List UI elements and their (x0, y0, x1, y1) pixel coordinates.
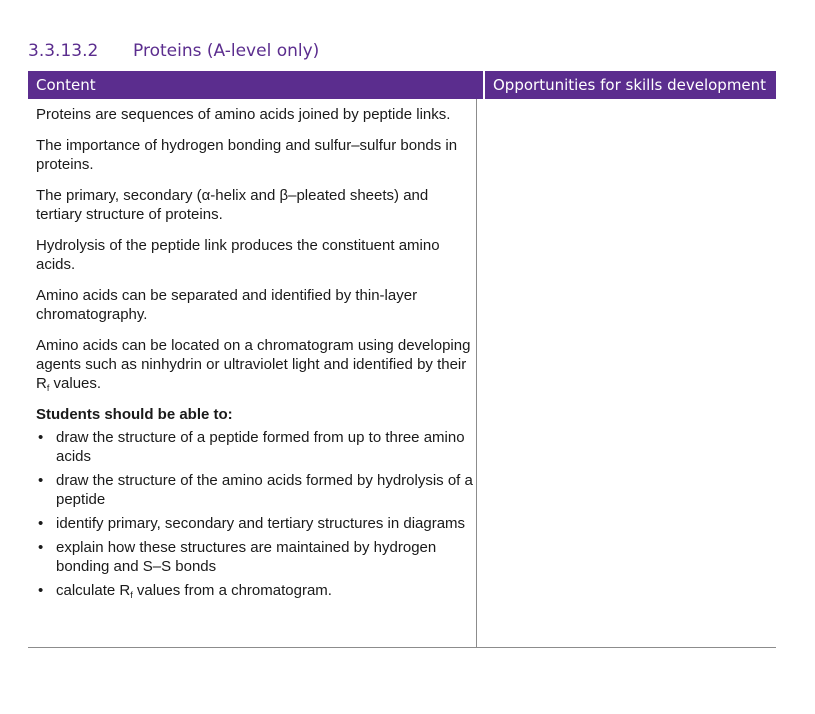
students-heading: Students should be able to: (36, 406, 233, 423)
content-paragraph: Hydrolysis of the peptide link produces the constituent amino acids. (36, 237, 440, 273)
skills-list (36, 428, 476, 600)
list-item: • draw the structure of a peptide formed from up to three amino acids (38, 429, 465, 465)
content-column-header: Content (28, 71, 483, 99)
list-item: • explain how these structures are maintained by hydrogen bonding and S–S bonds (38, 539, 437, 575)
content-paragraph: The primary, secondary (α-helix and β–pleated sheets) and tertiary structure of proteins. (36, 187, 429, 223)
list-item: • identify primary, secondary and tertiary structures in diagrams (38, 515, 466, 532)
table-body (28, 99, 776, 648)
content-cell (36, 105, 476, 605)
column-divider (476, 99, 477, 647)
skills-column-header: Opportunities for skills development (485, 71, 776, 99)
section-number: 3.3.13.2 (28, 41, 99, 61)
list-item: • draw the structure of the amino acids formed by hydrolysis of a peptide (38, 472, 473, 508)
content-paragraph: Amino acids can be separated and identified by thin-layer chromatography. (36, 287, 418, 323)
content-table (28, 71, 776, 648)
content-paragraph: Proteins are sequences of amino acids joined by peptide links. (36, 106, 451, 123)
list-item: • calculate $R_f$ values from a chromatogram. (38, 582, 332, 600)
content-paragraph: Amino acids can be located on a chromatogram using developing agents such as ninhydrin or ultraviolet light and identified by their $R_f$ values. (36, 337, 471, 393)
content-paragraph: The importance of hydrogen bonding and sulfur–sulfur bonds in proteins. (36, 137, 458, 173)
table-header (28, 71, 776, 99)
section-title: Proteins (A-level only) (133, 41, 320, 61)
